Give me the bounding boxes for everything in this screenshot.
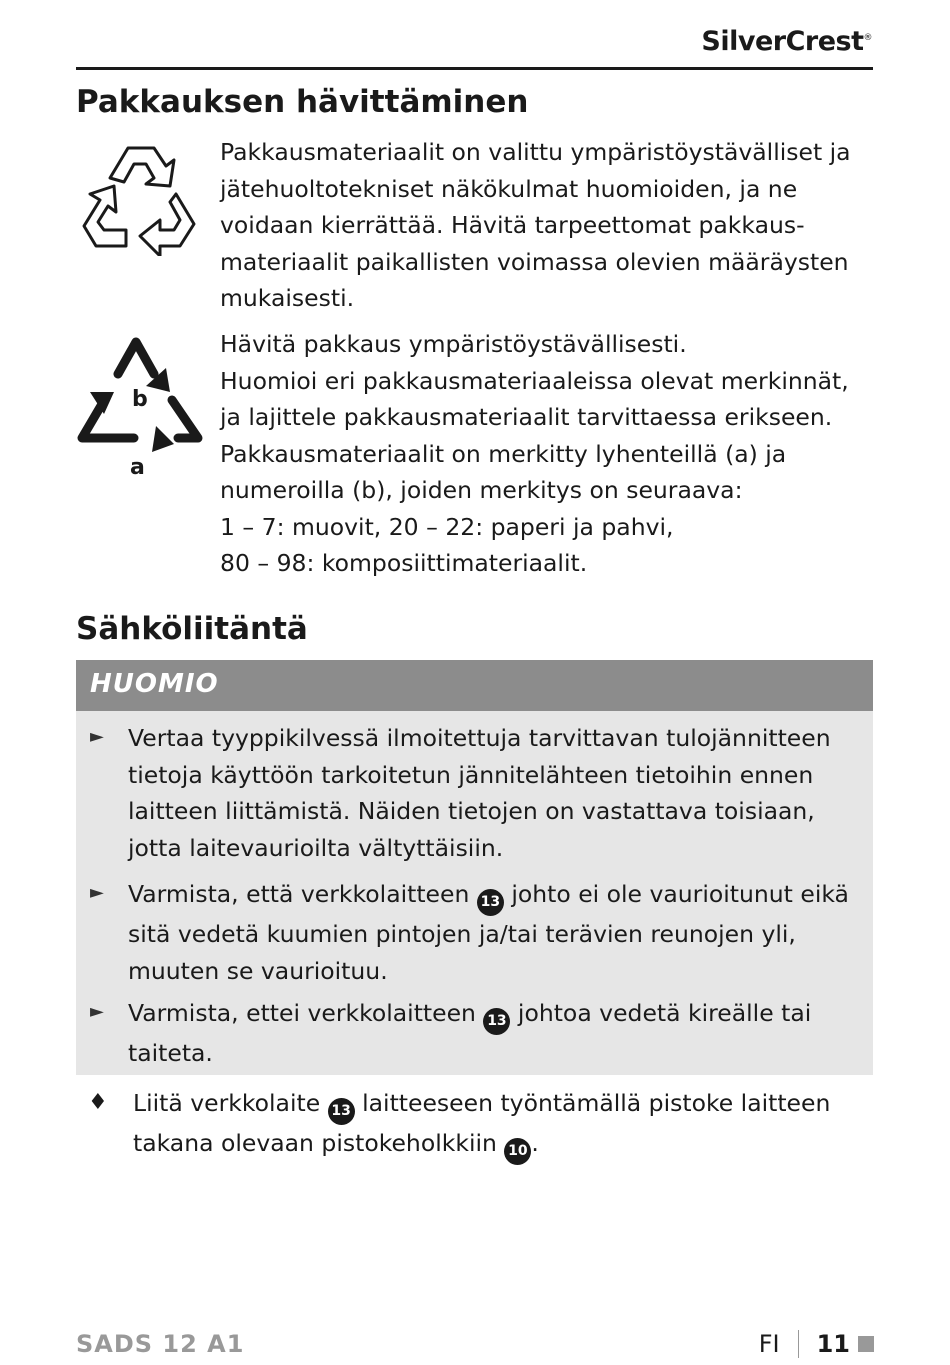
arrow-bullet-icon: ► (90, 1001, 104, 1022)
footer-language: FI (758, 1330, 780, 1358)
recycle-icon (76, 138, 204, 256)
part-ref-10: 10 (504, 1138, 531, 1165)
notice-header (76, 660, 873, 711)
notice-bullet-2: Varmista, että verkkolaitteen 13 johto ei ole vaurioitunut eikä sitä vedetä kuumien pintojen ja/tai terävien reunojen yli, muuten se vaurioituu. (128, 880, 849, 985)
notice-bullet-1: Vertaa tyyppikilvessä ilmoitettuja tarvittavan tulojännitteen tietoja käyttöön tarkoitetun jännitelähteen tietoihin ennen laitteen liittämistä. Näiden tietojen on vastattava toisiaan, jotta laitevaurioilta vältyttäisiin. (128, 724, 831, 862)
packaging-paragraph-1: Pakkausmateriaalit on valittu ympäristöystävälliset ja jätehuoltotekniset näkökulmat huomioiden, ja ne voidaan kierrättää. Hävitä tarpeettomat pakkaus- materiaalit paikallisten voimassa olevien määräysten mukaisesti. (220, 138, 851, 312)
triangle-label-a: a (130, 455, 145, 480)
recycling-code-triangle-icon (74, 330, 206, 480)
arrow-bullet-icon: ► (90, 726, 104, 747)
footer-separator (798, 1330, 799, 1358)
footer-square-icon (858, 1336, 874, 1352)
section-title-electrical: Sähköliitäntä (76, 611, 308, 647)
brand-logo: SilverCrest® (701, 26, 872, 57)
notice-title: HUOMIO (90, 669, 219, 699)
part-ref-13: 13 (328, 1098, 355, 1125)
arrow-bullet-icon: ► (90, 882, 104, 903)
packaging-paragraph-2: Hävitä pakkaus ympäristöystävällisesti. Huomioi eri pakkausmateriaaleissa olevat merkinnät, ja lajittele pakkausmateriaalit tarvittaessa erikseen. Pakkausmateriaalit on merkitty lyhenteillä (a) ja numeroilla (b), joiden merkitys on seuraava: 1 – 7: muovit, 20 – 22: paperi ja pahvi, 80 – 98: komposiittimateriaalit. (220, 330, 849, 577)
part-ref-13: 13 (483, 1008, 510, 1035)
footer-page-info (759, 1330, 874, 1358)
diamond-bullet-icon: ♦ (88, 1090, 108, 1115)
footer-model: SADS 12 A1 (76, 1330, 245, 1358)
part-ref-13: 13 (477, 889, 504, 916)
triangle-label-b: b (132, 387, 148, 412)
instruction-step: Liitä verkkolaite 13 laitteeseen työntämällä pistoke laitteen takana olevaan pistokeholkkiin 10 . (133, 1085, 873, 1165)
header-rule (76, 67, 873, 70)
section-title-packaging: Pakkauksen hävittäminen (76, 84, 529, 120)
notice-box (76, 660, 873, 1075)
page-number: 11 (816, 1330, 850, 1358)
notice-bullet-3: Varmista, ettei verkkolaitteen 13 johtoa vedetä kireälle tai taiteta. (128, 999, 812, 1067)
